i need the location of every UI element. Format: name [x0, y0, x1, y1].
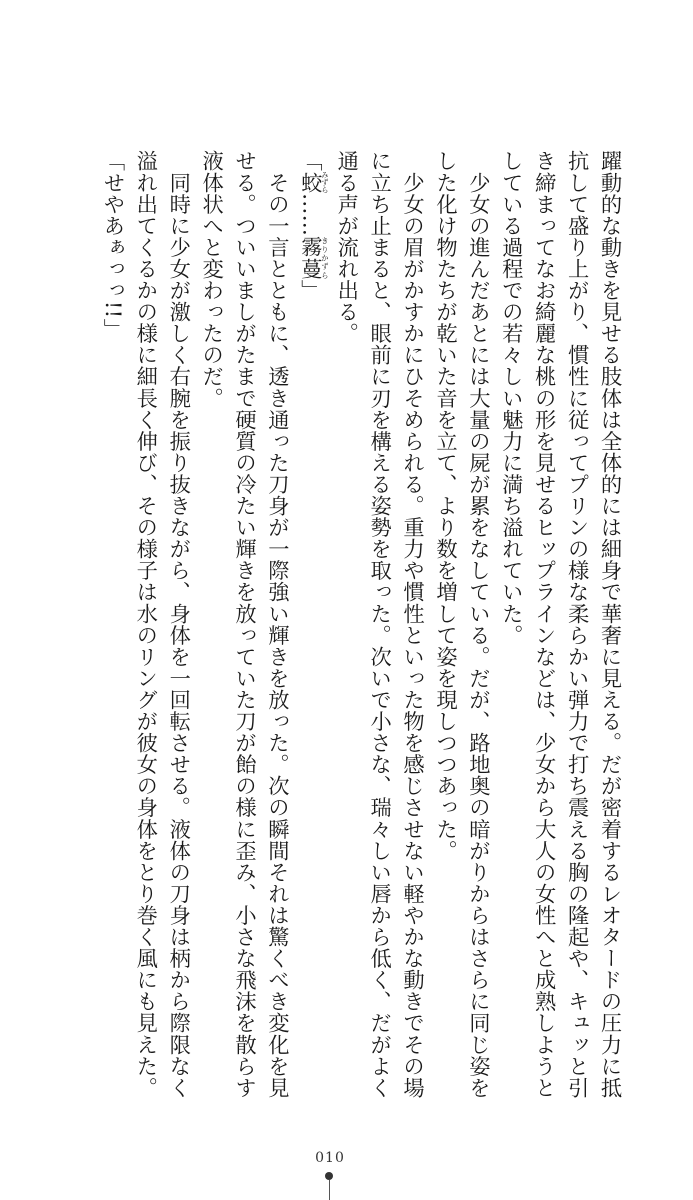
- ellipsis: ……: [297, 193, 323, 237]
- vertical-text-body: [25, 150, 625, 1100]
- paragraph-2: 少女の進んだあとには大量の屍が累をなしている。だが、路地奥の暗がりからはさらに同じ姿をした化け物たちが乾いた音を立て、より数を増して姿を現しつつあった。: [432, 150, 491, 1099]
- quote-open: 「: [297, 150, 323, 172]
- page-number: 010: [315, 1150, 345, 1166]
- dialogue-incantation: [292, 150, 328, 1100]
- ruby-word-mizura: [297, 171, 330, 194]
- paragraph-1: 躍動的な動きを見せる肢体は全体的には細身で華奢に見える。だが密着するレオタードの圧力に抵抗して盛り上がり、慣性に従ってプリンの様な柔らかい弾力で打ち震える胸の隆起や、キュッと引き締まってなお綺麗な桃の形を見せるヒップラインなどは、少女から大人の女性へと成熟しようとしている過程での若々しい魅力に満ち溢れていた。: [498, 150, 622, 1099]
- page-marker-line: [329, 1180, 330, 1200]
- ruby-reading-mizura: みずら: [320, 171, 330, 194]
- paragraph-4: その一言とともに、透き通った刀身が一際強い輝きを放った。次の瞬間それは驚くべき変化を見せる。ついいましがたまで硬質の冷たい輝きを放っていた刀が飴の様に歪み、小さな飛沫を散らす液体状へと変わったのだ。: [198, 150, 290, 1099]
- paragraph-3: 少女の眉がかすかにひそめられる。重力や慣性といった物を感じさせない軽やかな動きでその場に立ち止まると、眼前に刃を構える姿勢を取った。次いで小さな、瑞々しい唇から低く、だがよく通る声が流れ出る。: [333, 150, 425, 1099]
- ruby-reading-kirikazura: きりかずら: [320, 236, 330, 280]
- dialogue-shout: 「せやあぁっっ!!」: [99, 150, 125, 341]
- ruby-word-kirikazura: [297, 236, 330, 280]
- paragraph-5: 同時に少女が激しく右腕を振り抜きながら、身体を一回転させる。液体の刀身は柄から際限なく溢れ出てくるかの様に細長く伸び、その様子は水のリングが彼女の身体をとり巻く風にも見えた。: [132, 150, 191, 1099]
- word-mizura: 蛟: [297, 171, 323, 194]
- page-marker-dot: [325, 1172, 333, 1180]
- word-kirikazura: 霧蔓: [297, 236, 323, 280]
- quote-close: 」: [297, 279, 323, 301]
